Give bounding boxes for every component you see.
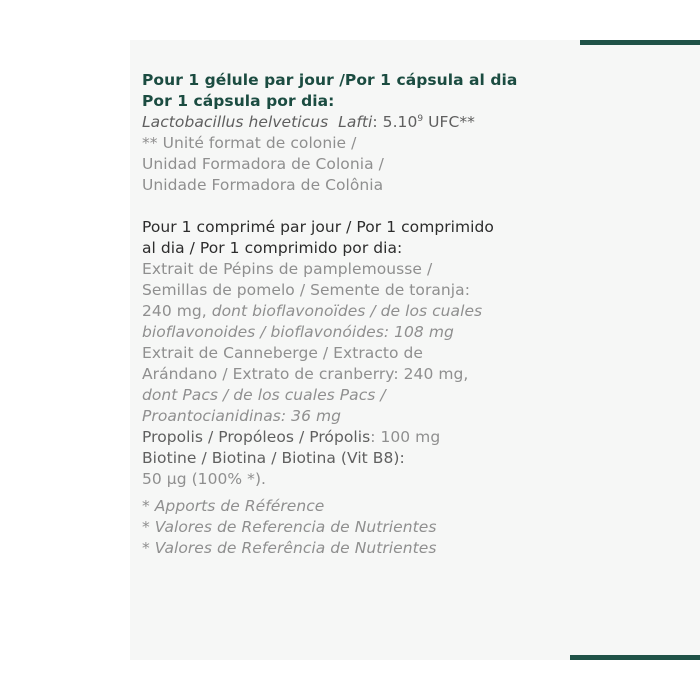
grapefruit-line4	[142, 322, 692, 343]
propolis-line	[142, 427, 692, 448]
grapefruit-flavonoids-dose: : 108 mg	[383, 323, 454, 341]
grapefruit-flavonoids-a: dont bioflavonoïdes / de los cuales	[211, 302, 483, 320]
reference-note-1: * Apports de Référence	[142, 497, 325, 515]
capsule-heading-line2: Por 1 cápsula por dia:	[142, 92, 335, 110]
cranberry-line3: dont Pacs / de los cuales Pacs /	[142, 386, 386, 404]
grapefruit-line2: Semillas de pomelo / Semente de toranja:	[142, 281, 470, 299]
capsule-footnote-line3: Unidade Formadora de Colônia	[142, 176, 384, 194]
tablet-heading-line2: al dia / Por 1 comprimido por dia:	[142, 239, 403, 257]
strain-dose-prefix: : 5.10	[372, 113, 418, 131]
label-panel	[130, 40, 700, 660]
biotin-line1: Biotine / Biotina / Biotina (Vit B8):	[142, 449, 405, 467]
propolis-label: Propolis / Propóleos / Própolis	[142, 428, 371, 446]
tablet-heading-line1: Pour 1 comprimé par jour / Por 1 comprimido	[142, 218, 494, 236]
accent-bar-bottom	[570, 655, 700, 660]
strain-dose-suffix: UFC**	[423, 113, 475, 131]
grapefruit-line1: Extrait de Pépins de pamplemousse /	[142, 260, 433, 278]
biotin-line2: 50 µg (100% *).	[142, 470, 267, 488]
reference-note-3: * Valores de Referência de Nutrientes	[142, 539, 437, 557]
strain-name: Lactobacillus helveticus	[142, 113, 329, 131]
capsule-heading-line1: Pour 1 gélule par jour /Por 1 cápsula al dia	[142, 71, 518, 89]
cranberry-line4: Proantocianidinas: 36 mg	[142, 407, 342, 425]
strain-dose-exponent: 9	[417, 113, 424, 124]
reference-note-2: * Valores de Referencia de Nutrientes	[142, 518, 437, 536]
propolis-value: : 100 mg	[370, 428, 441, 446]
label-text	[142, 70, 692, 559]
strain-brand: Lafti	[338, 113, 373, 131]
capsule-strain-line	[142, 112, 692, 133]
accent-bar-top	[580, 40, 700, 45]
grapefruit-line3	[142, 301, 692, 322]
cranberry-line2: Arándano / Extrato de cranberry: 240 mg,	[142, 365, 469, 383]
grapefruit-dose: 240 mg,	[142, 302, 212, 320]
capsule-footnote-line2: Unidad Formadora de Colonia /	[142, 155, 384, 173]
section-gap	[142, 196, 692, 217]
cranberry-line1: Extrait de Canneberge / Extracto de	[142, 344, 424, 362]
capsule-footnote-line1: ** Unité format de colonie /	[142, 134, 357, 152]
grapefruit-flavonoids-b: bioflavonoides / bioflavonóides	[142, 323, 384, 341]
